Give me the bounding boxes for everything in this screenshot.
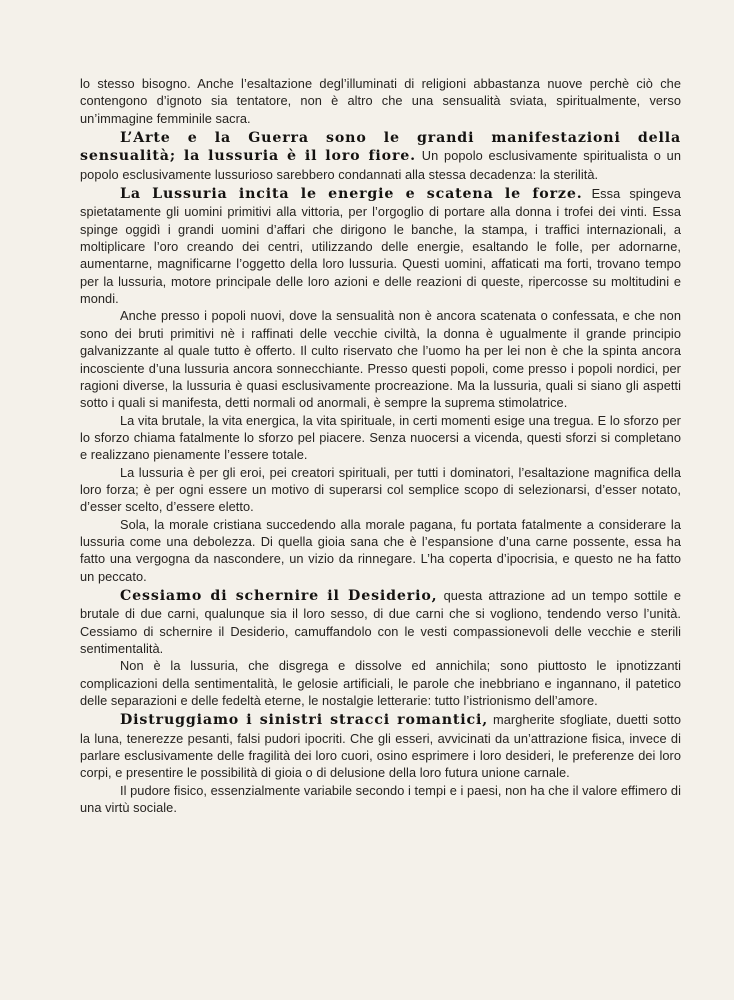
paragraph-3: [80, 185, 681, 307]
text-column: [80, 75, 681, 816]
paragraph-1: [80, 75, 681, 127]
paragraph-2: [80, 129, 681, 183]
paragraph-text: Essa spingeva spietatamente gli uomini primitivi alla vittoria, per l’orgoglio di portare alla donna i trofei dei vinti. Essa spinge oggidì i grandi uomini d’affari che dirigono le banche, la stampa, i traffici internazionali, a moltiplicare l’oro creando dei centri, utilizzando delle energie, esaltando le folle, per adornarne, aumentarne, magnificarne l’oggetto della loro lussuria. Questi uomini, affaticati ma forti, trovano tempo per la lussuria, motore principale delle loro azioni e delle reazioni di queste, ripercosse su moltitudini e mondi.: [80, 186, 681, 307]
paragraph-heading: La Lussuria incita le energie e scatena le forze.: [120, 186, 583, 203]
paragraph-8: [80, 587, 681, 657]
paragraph-text: questa attrazione ad un tempo sottile e brutale di due carni, qualunque sia il loro sesso, di due carni che si vogliono, tendendo verso l’unità. Cessiamo di schernire il Desiderio, camuffandolo con le vesti compassionevoli delle vecchie e sterili sentimentalità.: [80, 587, 682, 656]
paragraph-text: Non è la lussuria, che disgrega e dissolve ed annichila; sono piuttosto le ipnotizzanti complicazioni della sentimentalità, le gelosie artificiali, le parole che inebbriano e ingannano, il patetico delle separazioni e delle fedeltà eterne, le nostalgie letterarie: tutto l’istrionismo dell’amore.: [80, 658, 681, 709]
paragraph-6: [80, 464, 681, 516]
paragraph-10: [80, 711, 681, 781]
paragraph-text: Sola, la morale cristiana succedendo alla morale pagana, fu portata fatalmente a considerare la lussuria come una debolezza. Di quella gioia sana che è l’espansione d’una carne possente, essa ha fatto una vergogna da nascondere, un vizio da rinnegare. L’ha coperta d’ipocrisia, e questo ne ha fatto un peccato.: [80, 516, 681, 584]
paragraph-text: Il pudore fisico, essenzialmente variabile secondo i tempi e i paesi, non ha che il valore effimero di una virtù sociale.: [80, 782, 681, 816]
paragraph-heading: Cessiamo di schernire il Desiderio,: [120, 587, 438, 604]
paragraph-11: [80, 782, 681, 817]
paragraph-text: La lussuria è per gli eroi, pei creatori spirituali, per tutti i dominatori, l’esaltazione magnifica della loro forza; è per ogni essere un motivo di superarsi col semplice scopo di selezionarsi, d’esser notato, d’esser scelto, d’essere eletto.: [80, 464, 681, 515]
paragraph-text: lo stesso bisogno. Anche l’esaltazione degl’illuminati di religioni abbastanza nuove perchè ciò che contengono d’ignoto sia tentatore, non è altro che una sensualità sviata, spiritualmente, verso un’immagine femminile sacra.: [80, 76, 681, 126]
paragraph-text: Anche presso i popoli nuovi, dove la sensualità non è ancora scatenata o confessata, e che non sono dei bruti primitivi nè i raffinati delle vecchie civiltà, la donna è ugualmente il grande principio galvanizzante al quale tutto è offerto. Il culto riservato che l’uomo ha per lei non è che la spinta ancora incosciente d’una lussuria ancora sonnecchiante. Presso questi popoli, come presso i popoli nordici, per ragioni diverse, la lussuria è quasi esclusivamente procreazione. Ma la lussuria, quali si siano gli aspetti sotto i quali si manifesta, detti normali od anormali, è sempre la suprema stimolatrice.: [80, 308, 681, 411]
paragraph-9: [80, 657, 681, 709]
paragraph-text: Un popolo esclusivamente spiritualista o un popolo esclusivamente lussurioso sarebbero condannati alla stessa decadenza: la sterilità.: [80, 148, 681, 182]
paragraph-5: [80, 412, 681, 464]
paragraph-text: margherite sfogliate, duetti sotto la luna, tenerezze pesanti, falsi pudori ipocriti. Che gli esseri, avvicinati da un’attrazione fisica, invece di parlare esclusivamente delle fragilità dei loro cuori, osino esprimere i loro desideri, le preferenze dei loro corpi, e presentire le possibilità di gioia o di delusione della loro futura unione carnale.: [80, 712, 681, 781]
paragraph-7: [80, 516, 681, 585]
paragraph-heading: Distruggiamo i sinistri stracci romantici,: [120, 712, 489, 729]
paragraph-text: La vita brutale, la vita energica, la vita spirituale, in certi momenti esige una tregua. E lo sforzo per lo sforzo chiama fatalmente lo sforzo pel piacere. Senza nuocersi a vicenda, questi sforzi si completano e realizzano pienamente l’essere totale.: [80, 412, 681, 463]
paragraph-heading: L’Arte e la Guerra sono le grandi manifestazioni della sensualità; la lussuria è il loro fiore.: [80, 130, 681, 165]
paragraph-4: [80, 307, 681, 411]
